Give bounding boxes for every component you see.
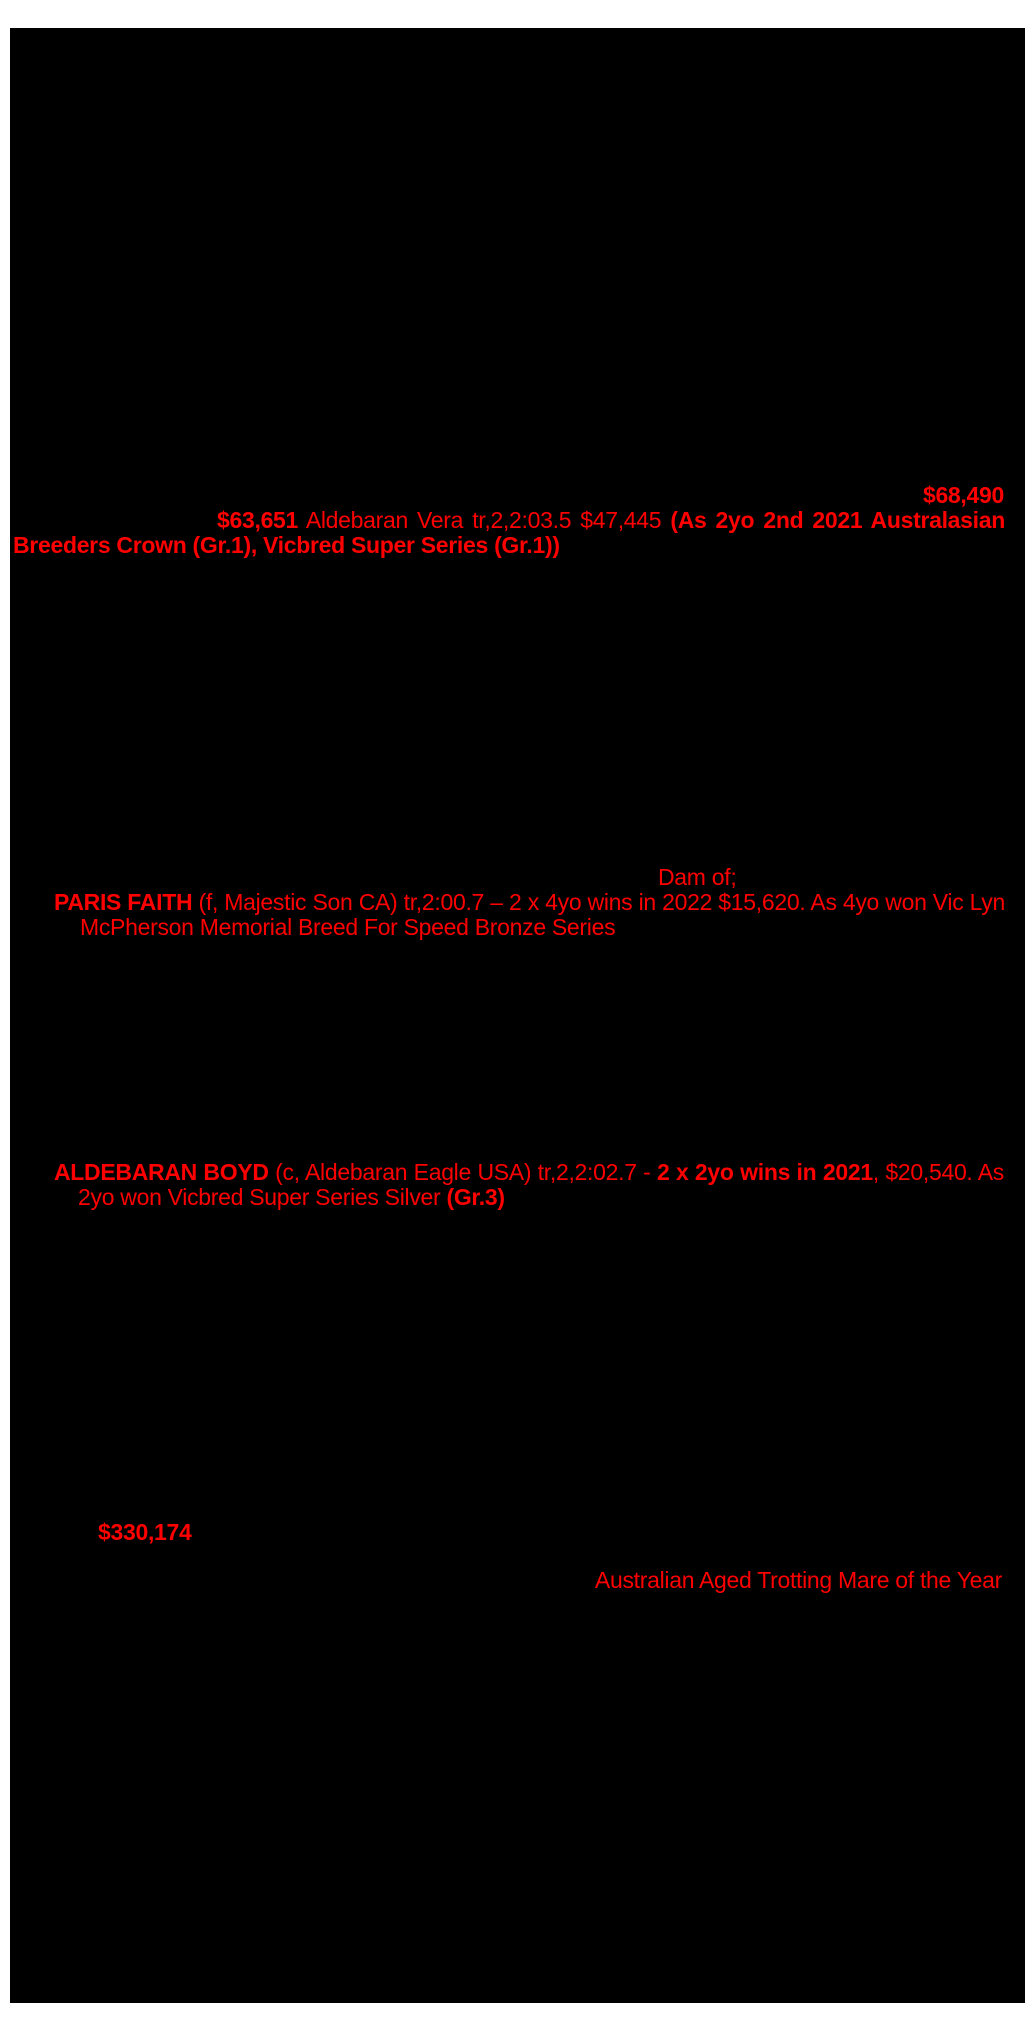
aldebaran-boyd-line-1 bbox=[54, 1160, 1004, 1185]
aldebaran-vera-line-1 bbox=[217, 508, 1005, 533]
earnings-value: $68,490 bbox=[922, 482, 1004, 508]
mare-earnings-line bbox=[98, 1520, 192, 1545]
race-name-text: 2yo won Vicbred Super Series Silver bbox=[78, 1184, 447, 1210]
earnings-value: $330,174 bbox=[98, 1519, 192, 1545]
mare-of-the-year-line bbox=[595, 1568, 1002, 1593]
dam-of-label bbox=[658, 865, 736, 890]
horse-record-text: Aldebaran Vera tr,2,2:03.5 $47,445 bbox=[298, 507, 671, 533]
horse-record-text: (f, Majestic Son CA) tr,2:00.7 – 2 x 4yo wins in 2022 $15,620. As 4yo won Vic Lyn bbox=[192, 889, 1005, 915]
horse-name: ALDEBARAN BOYD bbox=[54, 1159, 269, 1185]
black-page-background bbox=[10, 28, 1025, 2003]
earnings-value: $63,651 bbox=[217, 507, 299, 533]
earnings-text: , $20,540. As bbox=[872, 1159, 1004, 1185]
aldebaran-boyd-line-2 bbox=[78, 1185, 505, 1210]
horse-record-text: (c, Aldebaran Eagle USA) tr,2,2:02.7 - bbox=[268, 1159, 657, 1185]
race-achievement-text: (As 2yo 2nd 2021 Australasian bbox=[670, 507, 1005, 533]
race-name-text: McPherson Memorial Breed For Speed Bronze Series bbox=[80, 914, 616, 940]
paris-faith-line-1 bbox=[54, 890, 1005, 915]
award-title-text: Australian Aged Trotting Mare of the Year bbox=[594, 1567, 1002, 1593]
group-grade-text: (Gr.3) bbox=[446, 1184, 505, 1210]
paris-faith-line-2 bbox=[80, 915, 615, 940]
vera-earnings-line bbox=[923, 483, 1004, 508]
horse-name: PARIS FAITH bbox=[54, 889, 193, 915]
race-achievement-text: Breeders Crown (Gr.1), Vicbred Super Series (Gr.1)) bbox=[13, 532, 560, 558]
dam-of-text: Dam of; bbox=[658, 864, 737, 890]
aldebaran-vera-line-2 bbox=[13, 533, 560, 558]
wins-highlight-text: 2 x 2yo wins in 2021 bbox=[657, 1159, 873, 1185]
